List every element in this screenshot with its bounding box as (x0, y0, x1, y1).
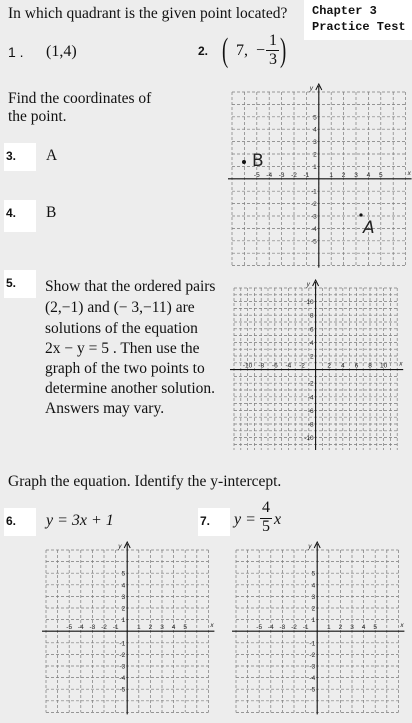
y-axis-label: y (306, 281, 310, 288)
problem-5-line-7: Answers may vary. (45, 400, 165, 417)
problem-7-eq-left: y = (234, 511, 256, 528)
point-a-dot (359, 213, 362, 216)
y-tick-label: 4 (309, 339, 314, 347)
y-tick-label: -4 (307, 394, 314, 402)
x-tick-label: 8 (368, 362, 372, 370)
problem-5-line-6: determine another solution. (45, 380, 216, 397)
x-tick-label: -4 (77, 624, 84, 632)
y-axis-label: y (308, 543, 312, 550)
y-tick-label: 8 (309, 312, 314, 320)
problem-6-number: 6. (4, 508, 36, 536)
x-tick-label: 6 (354, 362, 359, 370)
x-tick-label: 2 (341, 171, 346, 179)
x-tick-label: 5 (373, 624, 378, 632)
x-axis-label: x (400, 622, 404, 630)
x-tick-label: 2 (327, 362, 332, 370)
y-tick-label: -3 (119, 663, 126, 671)
x-tick-label: 4 (340, 362, 345, 370)
x-tick-label: 1 (329, 171, 334, 179)
y-axis-label: y (309, 85, 314, 92)
x-tick-label: -3 (89, 624, 96, 632)
x-tick-label: 4 (171, 624, 176, 632)
y-tick-label: 1 (313, 163, 317, 171)
x-tick-label: 3 (350, 624, 354, 632)
problem-4-number: 4. (4, 200, 36, 232)
x-axis-label: x (399, 360, 403, 368)
problem-5-number: 5. (4, 270, 36, 298)
y-tick-label: -2 (119, 651, 126, 659)
grid-layer (232, 542, 404, 714)
open-paren: ( (222, 32, 229, 69)
x-tick-label: -4 (267, 624, 274, 632)
y-tick-label: -8 (307, 421, 314, 429)
chapter-line-2: Practice Test (312, 20, 406, 34)
y-tick-label: -5 (309, 686, 316, 694)
problem-7-denominator: 5 (262, 518, 270, 535)
problem-5-line-4: 2x − y = 5 . Then use the (45, 340, 200, 357)
y-tick-label: -2 (307, 380, 314, 388)
y-axis-label: y (118, 543, 122, 550)
y-tick-label: -4 (119, 675, 126, 683)
coordinate-graph-2 (228, 276, 412, 450)
y-tick-label: -5 (311, 238, 317, 246)
y-tick-label: 2 (311, 605, 316, 613)
problem-4-label: B (46, 204, 57, 221)
coordinate-graph-4 (226, 538, 412, 716)
x-tick-label: -4 (266, 171, 273, 179)
pair-1: (2,−1) and (45, 299, 110, 316)
handwritten-a: A (363, 218, 375, 238)
x-tick-label: 3 (160, 624, 164, 632)
problem-2-denominator: 3 (269, 51, 277, 68)
x-tick-label: -1 (112, 624, 119, 632)
problem-7-numerator: 4 (262, 499, 270, 516)
y-tick-label: 2 (313, 151, 317, 159)
x-tick-label: -3 (278, 171, 285, 179)
y-tick-label: 4 (311, 582, 316, 590)
problem-2-numerator: 1 (269, 32, 277, 49)
y-tick-label: 2 (121, 605, 126, 613)
problem-5-line-1: Show that the ordered pairs (45, 278, 216, 295)
x-tick-label: -6 (271, 362, 278, 370)
x-tick-label: -4 (285, 362, 292, 370)
x-tick-label: -2 (101, 624, 107, 632)
y-tick-label: 4 (313, 126, 317, 134)
grid-layer (230, 280, 403, 450)
x-tick-label: -3 (279, 624, 286, 632)
x-tick-label: 5 (183, 624, 188, 632)
problem-1-point: (1,4) (46, 43, 77, 60)
x-tick-label: -1 (302, 624, 309, 632)
y-tick-label: -1 (119, 640, 126, 648)
x-axis-label: x (407, 169, 411, 177)
y-tick-label: 5 (313, 114, 317, 122)
question-heading: In which quadrant is the given point located? (8, 5, 288, 22)
x-tick-label: 3 (354, 171, 358, 179)
x-tick-label: 4 (361, 624, 366, 632)
y-tick-label: 4 (121, 582, 126, 590)
chapter-label (304, 0, 412, 40)
find-coordinates-line-2: the point. (8, 108, 67, 125)
x-tick-label: 5 (378, 171, 383, 179)
y-tick-label: 3 (311, 593, 316, 601)
y-tick-label: 1 (121, 617, 126, 625)
problem-7-equation (234, 498, 294, 538)
y-tick-label: -1 (309, 640, 316, 648)
graph-equation-instruction: Graph the equation. Identify the y-intercept. (8, 473, 282, 490)
x-tick-label: 2 (148, 624, 153, 632)
handwritten-b: B (252, 151, 264, 171)
problem-2-x: 7, (236, 42, 248, 59)
x-tick-label: 1 (136, 624, 141, 632)
problem-2-point (222, 30, 290, 72)
x-tick-label: -10 (242, 362, 253, 370)
problem-3-number: 3. (4, 143, 36, 171)
y-tick-label: 10 (306, 299, 314, 307)
chapter-line-1: Chapter 3 (312, 4, 377, 18)
x-tick-label: -1 (303, 171, 310, 179)
y-tick-label: 5 (121, 570, 126, 578)
x-tick-label: -2 (291, 624, 297, 632)
y-tick-label: 5 (311, 570, 316, 578)
find-coordinates-line-1: Find the coordinates of (8, 90, 152, 107)
coordinate-graph-1 (228, 82, 412, 280)
problem-5-line-5: graph of the two points to (45, 360, 205, 377)
y-tick-label: -4 (311, 225, 317, 233)
y-tick-label: -5 (119, 686, 126, 694)
x-tick-label: 4 (366, 171, 371, 179)
pair-2: (− 3,−11) (113, 299, 172, 316)
coordinate-graph-3 (36, 538, 216, 716)
problem-7-eq-right: x (274, 511, 282, 528)
problem-1-number: 1 . (8, 44, 24, 60)
y-tick-label: -10 (304, 435, 314, 443)
x-tick-label: -5 (66, 624, 73, 632)
y-tick-label: 6 (309, 326, 314, 334)
x-tick-label: -8 (258, 362, 265, 370)
x-tick-label: -5 (253, 171, 260, 179)
are-text: are (175, 299, 195, 316)
close-paren: ) (280, 32, 287, 69)
grid-layer (42, 542, 214, 714)
y-tick-label: -4 (309, 675, 316, 683)
x-tick-label: 2 (338, 624, 343, 632)
problem-7-number: 7. (198, 508, 230, 536)
y-tick-label: -6 (307, 407, 314, 415)
problem-2-number: 2. (198, 44, 209, 58)
grid-layer (228, 84, 412, 268)
y-tick-label: -3 (311, 213, 317, 221)
y-tick-label: -1 (311, 188, 317, 196)
x-axis-label: x (210, 622, 214, 630)
problem-5-line-3: solutions of the equation (45, 320, 198, 337)
y-tick-label: 3 (313, 139, 317, 147)
x-tick-label: 1 (326, 624, 331, 632)
y-tick-label: 3 (121, 593, 126, 601)
point-b-dot (242, 160, 246, 164)
x-tick-label: -2 (291, 171, 297, 179)
y-tick-label: -3 (309, 663, 316, 671)
y-tick-label: -2 (309, 651, 316, 659)
y-tick-label: -2 (311, 201, 317, 209)
x-tick-label: -5 (256, 624, 263, 632)
problem-5-line-2 (45, 298, 235, 318)
x-tick-label: 10 (379, 362, 388, 370)
problem-5-text (45, 277, 235, 419)
y-tick-label: 2 (309, 353, 314, 361)
y-tick-label: 1 (311, 617, 316, 625)
problem-6-equation: y = 3x + 1 (46, 512, 114, 529)
x-tick-label: -2 (299, 362, 305, 370)
problem-3-label: A (46, 147, 58, 164)
minus-sign: − (256, 42, 266, 59)
